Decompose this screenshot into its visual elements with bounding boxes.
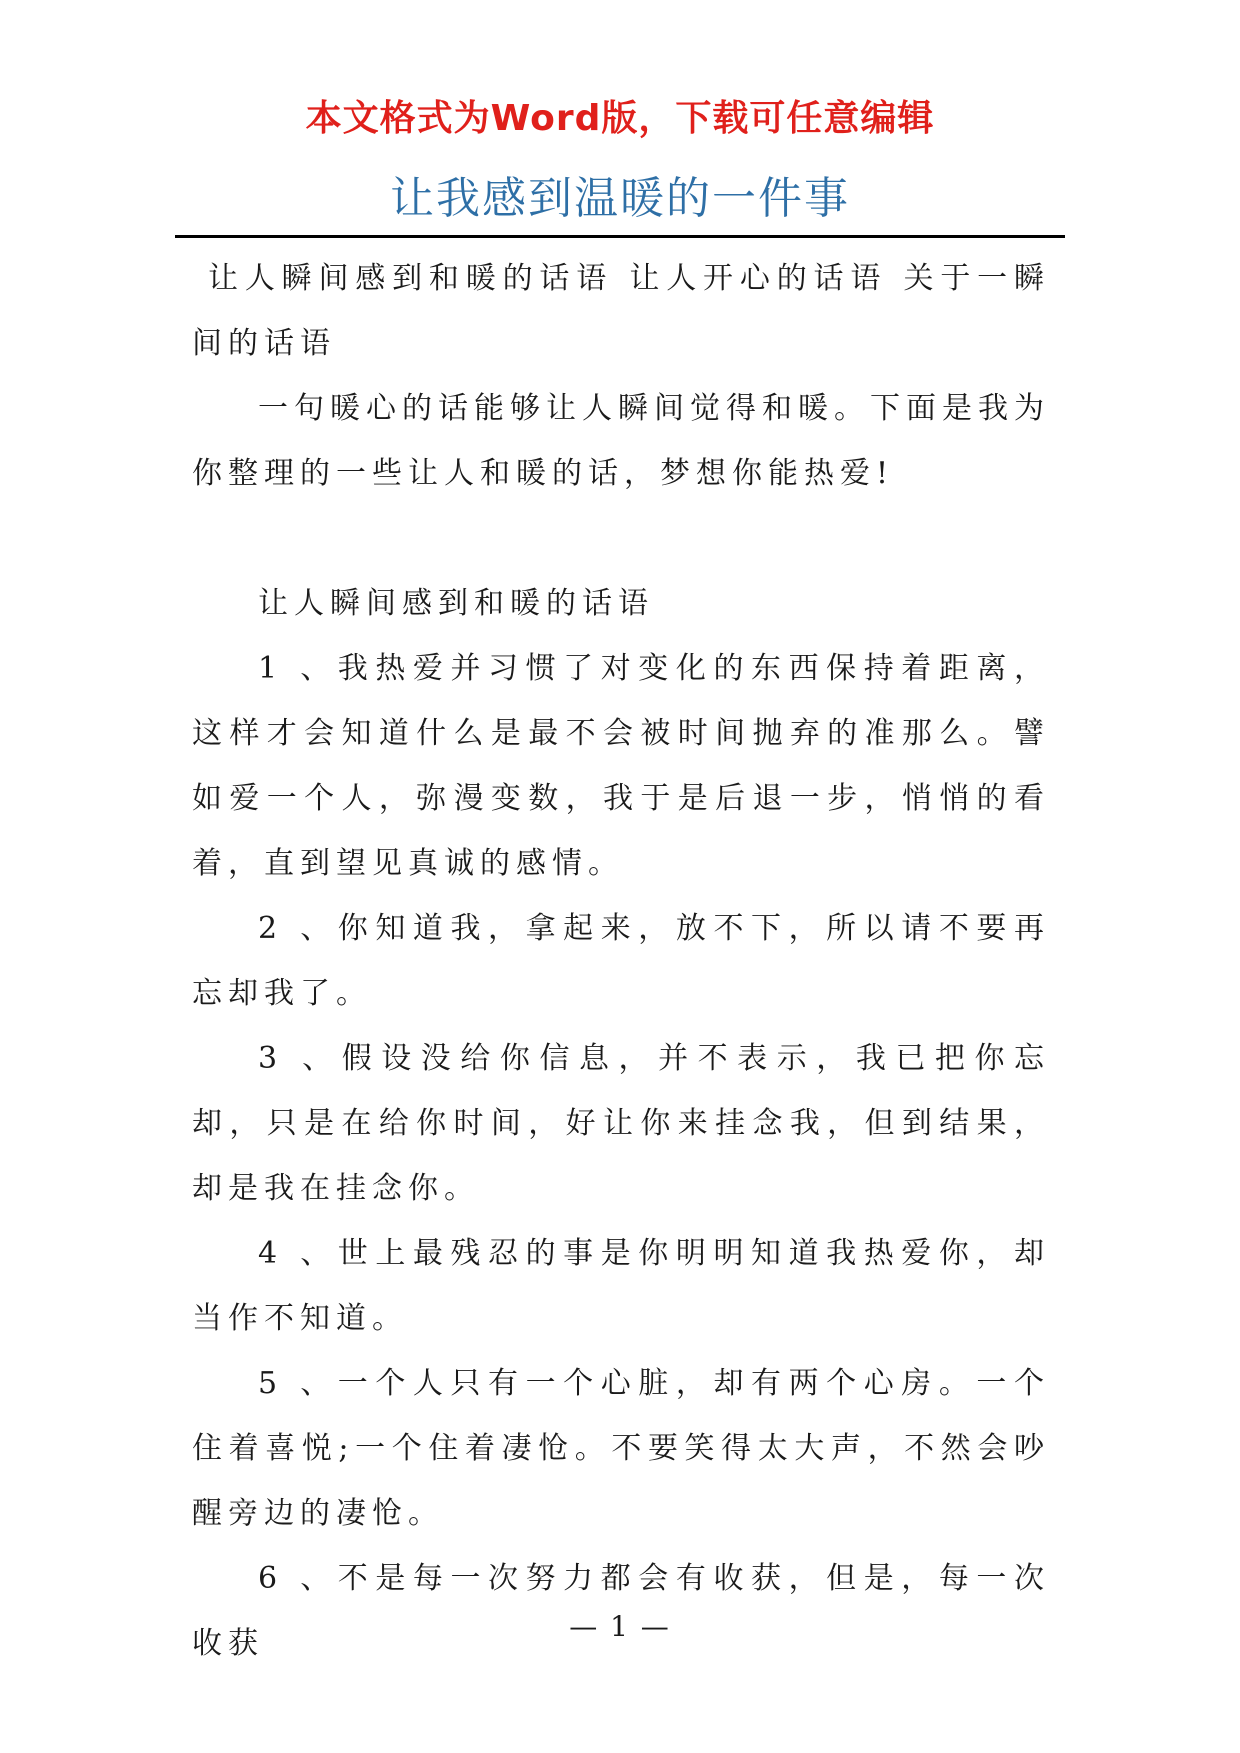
section-heading: 让人瞬间感到和暖的话语	[258, 586, 654, 621]
document-body	[192, 246, 1050, 1676]
format-banner: 本文格式为Word版，下载可任意编辑	[305, 98, 935, 139]
list-item-1: 1 、我热爱并习惯了对变化的东西保持着距离，这样才会知道什么是最不会被时间抛弃的准那么。譬如爱一个人，弥漫变数，我于是后退一步，悄悄的看着，直到望见真诚的感情。	[192, 651, 1050, 881]
intro-paragraph: 让人瞬间感到和暖的话语 让人开心的话语 关于一瞬间的话语	[192, 261, 1050, 361]
document-title: 让我感到温暖的一件事	[390, 173, 850, 224]
list-item-3: 3 、假设没给你信息，并不表示，我已把你忘却，只是在给你时间，好让你来挂念我，但到结果，却是我在挂念你。	[192, 1041, 1050, 1206]
list-item-6: 6 、不是每一次努力都会有收获，但是，每一次收获	[192, 1561, 1050, 1661]
paragraph-spacer	[192, 506, 1050, 571]
title-divider	[175, 235, 1065, 238]
list-item-5: 5 、一个人只有一个心脏，却有两个心房。一个住着喜悦;一个住着凄怆。不要笑得太大声，不然会吵醒旁边的凄怆。	[192, 1366, 1050, 1531]
page-number: — 1 —	[569, 1610, 671, 1643]
list-item-2: 2 、你知道我，拿起来，放不下，所以请不要再忘却我了。	[192, 911, 1050, 1011]
opening-paragraph: 一句暖心的话能够让人瞬间觉得和暖。下面是我为你整理的一些让人和暖的话，梦想你能热爱!	[192, 391, 1050, 491]
list-item-4: 4 、世上最残忍的事是你明明知道我热爱你，却当作不知道。	[192, 1236, 1050, 1336]
